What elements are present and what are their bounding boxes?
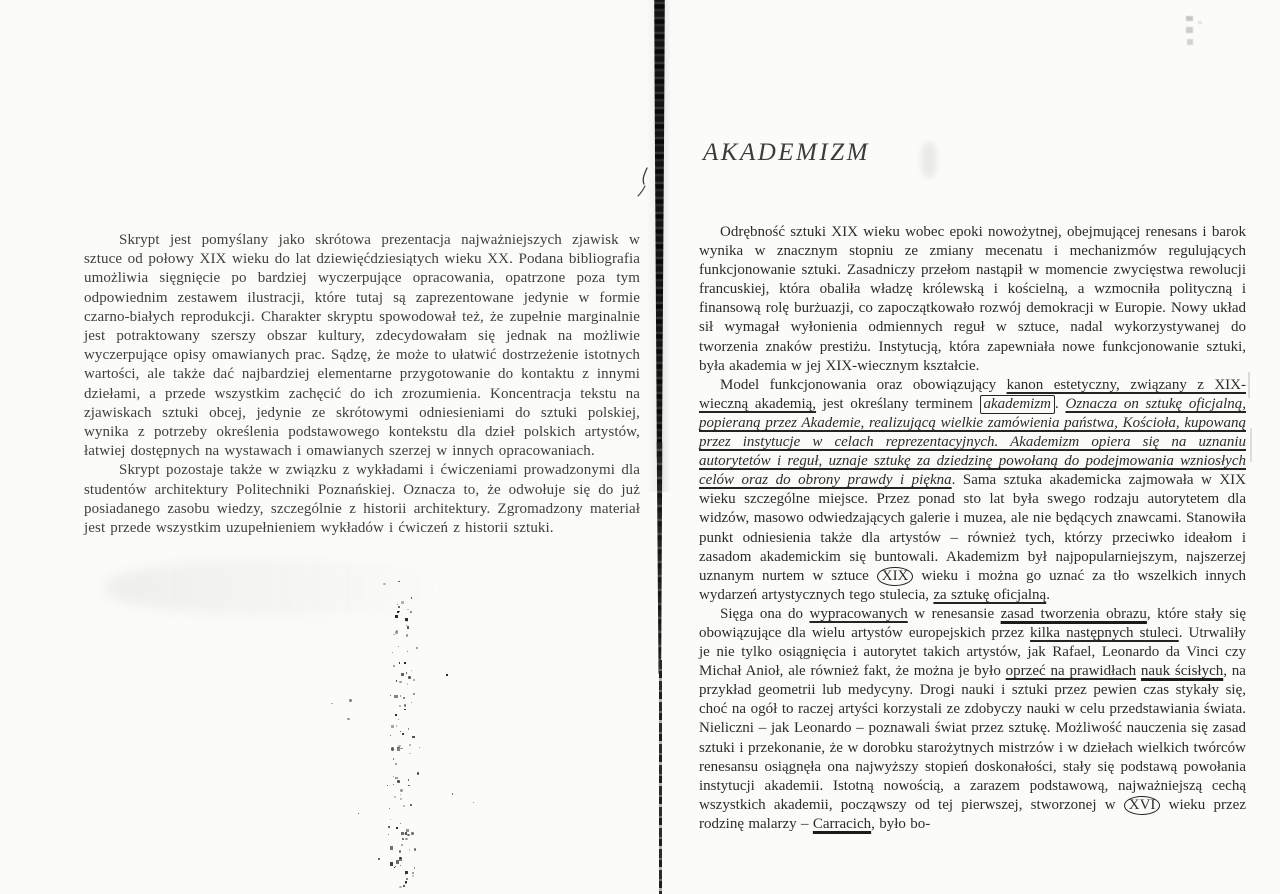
binding-line-bottom <box>659 660 663 894</box>
binding-line-middle <box>656 442 663 674</box>
margin-pencil-mark <box>1250 428 1252 462</box>
page-binding-gutter <box>646 0 676 894</box>
corner-scan-mark <box>1186 16 1193 21</box>
right-paragraph-2: Model funkcjonowania oraz obowiązujący kanon estetyczny, związany z XIX-wieczną akademią, jest określany terminem akademizm . Oznacza on sztukę oficjalną, popieraną przez Akademie, realizującą wielkie zamówienia państwa, Kościoła, kupowaną przez instytucje w celach reprezentacyjnych. Akademizm opiera się na uznaniu autorytetów i reguł, uznaje sztukę za dziedzinę powołaną do podejmowania wzniosłych celów oraz do obrony prawdy i piękna. Sama sztuka akademicka zajmowała w XIX wieku szczególne miejsce. Przez ponad sto lat była swego rodzaju autorytetem dla widzów, masowo odwiedzających galerie i muzea, ale nie będących znawcami. Stanowiła punkt odniesienia także dla artystów – również tych, którzy przeciwko ideałom i zasadom akademickim się buntowali. Akademizm był najpopularniejszym, najszerzej uznanym nurtem w sztuce XIX wieku i można go uznać za tło wszelkich innych wydarzeń artystycznych tego stulecia, za sztukę oficjalną. <box>699 376 1247 603</box>
left-text-block <box>84 231 640 538</box>
scan-smudge <box>921 142 937 178</box>
corner-scan-mark <box>1186 27 1193 33</box>
corner-scan-mark <box>1187 39 1193 45</box>
left-paragraph-2: Skrypt pozostaje także w związku z wykładami i ćwiczeniami prowadzonymi dla studentów architektury Politechniki Poznańskiej. Oznacza to, że odwołuje się do już posiadanego zasobu wiedzy, szczególnie z historii architektury. Zgromadzony materiał jest przede wszystkim uzupełnieniem wykładów i ćwiczeń z historii sztuki. <box>84 462 640 537</box>
right-paragraph-1: Odrębność sztuki XIX wieku wobec epoki nowożytnej, obejmującej renesans i barok wynika w znacznym stopniu ze zmiany mecenatu i mechanizmów regulujących funkcjonowanie sztuki. Zasadniczy przełom nastąpił w momencie zwycięstwa rewolucji francuskiej, która obaliła władzę królewską i kościelną, a wzmocniła polityczną i finansową rolę burżuazji, co zapoczątkowało rozwój demokracji w Europie. Nowy układ sił wymagał wyłonienia odmiennych reguł w sztuce, nadal wykorzystywanej do tworzenia znaków prestiżu. Instytucją, która zapewniała nowe funkcjonowanie sztuki, była akademia w jej XIX-wiecznym kształcie. <box>699 224 1246 374</box>
right-text-block <box>699 223 1246 834</box>
handwritten-squiggle-mark <box>634 166 652 200</box>
right-paragraph-3: Sięga ona do wypracowanych w renesansie zasad tworzenia obrazu, które stały się obowiązujące dla wielu artystów europejskich przez kilka następnych stuleci. Utrwaliły je nie tylko osiągnięcia i autorytet takich artystów, jak Rafael, Leonardo da Vinci czy Michał Anioł, ale również fakt, że można je było oprzeć na prawidłach nauk ścisłych, na przykład geometrii lub medycyny. Drogi nauki i sztuki przez pewien czas stykały się, choć na ogół to raczej artyści korzystali ze zdobyczy nauki w celu przedstawiania świata. Nieliczni – jak Leonardo – poznawali świat przez sztukę. Możliwość nauczenia się zasad sztuki i przekonanie, że w dorobku starożytnych mistrzów i w dziełach wielkich twórców renesansu osiągnęła ona najwyższy stopień doskonałości, stały się podstawą powołania instytucji akademii. Istotną nowością, a zarazem podstawową, najważniejszą cechą wszystkich akademii, począwszy od tej pierwszej, stworzonej w XVI wieku przez rodzinę malarzy – Carracich, było bo- <box>699 605 1246 832</box>
left-paragraph-1: Skrypt jest pomyślany jako skrótowa prezentacja najważniejszych zjawisk w sztuce od połowy XIX wieku do lat dziewięćdziesiątych wieku XX. Podana bibliografia umożliwia sięgnięcie po bardziej wyczerpujące opracowania, opatrzone poza tym odpowiednim zestawem ilustracji, które tutaj są zaprezentowane jedynie w formie czarno-białych reprodukcji. Charakter skryptu spowodował też, że zupełnie marginalnie jest potraktowany szerszy obszar kultury, zdecydowałam się jednak na możliwie wyczerpujące opisy omawianych prac. Sądzę, że może to ułatwić dostrzeżenie istotnych wartości, ale także dać najbardziej elementarne przygotowanie do kontaktu z innymi dziełami, a przede wszystkim zachęcić do ich zrozumienia. Koncentracja tekstu na zjawiskach sztuki obcej, jedynie ze skrótowymi odniesieniami do sztuki polskiej, wynika z potrzeby określenia podstawowego kontekstu dla dzieł polskich artystów, łatwiej dostępnych na wystawach i omawianych szerzej w innych opracowaniach. <box>84 232 640 460</box>
chapter-heading: AKADEMIZM <box>703 139 870 166</box>
margin-pencil-mark <box>1248 372 1250 398</box>
scan-noise-speckles <box>372 580 434 892</box>
corner-scan-mark <box>1198 21 1202 24</box>
